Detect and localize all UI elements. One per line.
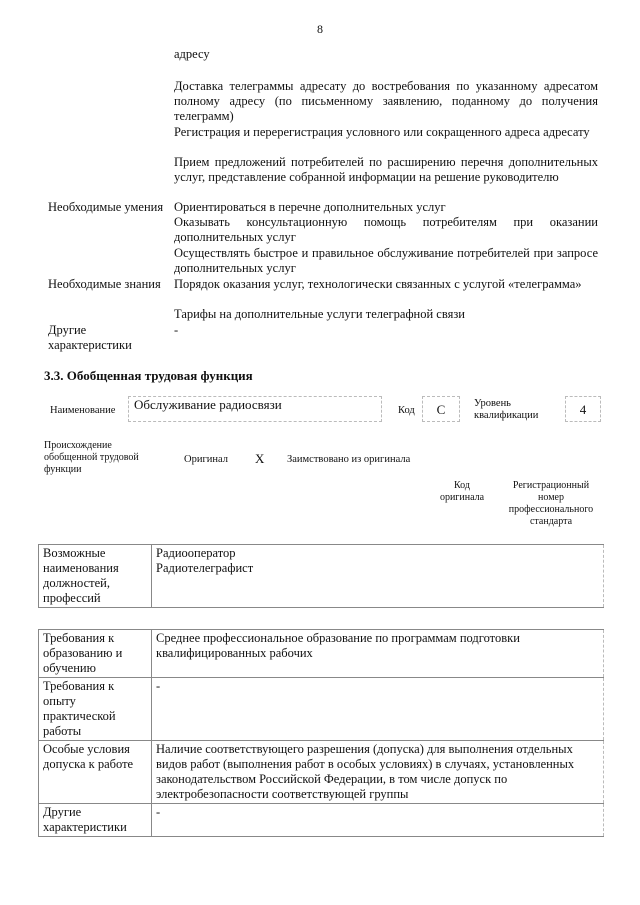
skill-item: Осуществлять быстрое и правильное обслуживание потребителей при запросе дополнительных услуг bbox=[174, 246, 598, 275]
skills-label: Необходимые умения bbox=[48, 200, 164, 214]
table-row bbox=[39, 678, 604, 741]
requirement-label: Особые условия допуска к работе bbox=[39, 741, 152, 804]
requirements-table bbox=[38, 629, 604, 837]
original-mark: Х bbox=[255, 451, 265, 466]
requirement-label: Требования к опыту практической работы bbox=[39, 678, 152, 741]
skill-item: Ориентироваться в перечне дополнительных услуг bbox=[174, 200, 446, 214]
borrowed-label: Заимствовано из оригинала bbox=[287, 454, 411, 465]
table-row bbox=[39, 545, 604, 608]
positions-label: Возможные наименования должностей, профессий bbox=[39, 545, 152, 608]
table-row bbox=[39, 741, 604, 804]
function-name-value: Обслуживание радиосвязи bbox=[134, 397, 282, 412]
requirement-value: - bbox=[152, 804, 604, 837]
knowledge-item: Порядок оказания услуг, технологически связанных с услугой «телеграмма» bbox=[174, 277, 582, 291]
origin-label: Происхождение обобщенной трудовой функции bbox=[44, 440, 139, 475]
knowledge-item: Тарифы на дополнительные услуги телеграфной связи bbox=[174, 307, 465, 321]
section-title: 3.3. Обобщенная трудовая функция bbox=[44, 368, 253, 383]
knowledge-label: Необходимые знания bbox=[48, 277, 161, 291]
action-item: Прием предложений потребителей по расширению перечня дополнительных услуг, представление собранной информации на решение руководителю bbox=[174, 155, 598, 184]
skill-item: Оказывать консультационную помощь потребителям при оказании дополнительных услуг bbox=[174, 215, 598, 244]
table-row bbox=[39, 630, 604, 678]
other-label: Другие характеристики bbox=[48, 323, 132, 352]
position-item: Радиооператор bbox=[156, 546, 236, 560]
requirement-value: Наличие соответствующего разрешения (допуска) для выполнения отдельных видов работ (выполнения работ в особых условиях) в случаях, установленных законодательством Российской Федерации, в том числе допуск по электробезопасности соответствующей группы bbox=[152, 741, 604, 804]
name-label: Наименование bbox=[50, 405, 116, 416]
code-original-label: Код оригинала bbox=[439, 480, 485, 503]
positions-table bbox=[38, 544, 604, 608]
other-value: - bbox=[174, 323, 179, 337]
positions-values bbox=[152, 545, 604, 608]
level-value: 4 bbox=[579, 402, 587, 417]
action-item: Доставка телеграммы адресату до востребования по указанному адресатом полному адресу (по письменному заявлению, поданному до получения телеграмм) bbox=[174, 79, 598, 123]
level-label: Уровень квалификации bbox=[474, 398, 539, 421]
requirement-label: Другие характеристики bbox=[39, 804, 152, 837]
position-item: Радиотелеграфист bbox=[156, 561, 254, 575]
level-field bbox=[565, 396, 601, 422]
code-value: С bbox=[436, 402, 446, 417]
function-name-field bbox=[128, 396, 382, 422]
code-label: Код bbox=[398, 405, 415, 416]
continuation-text: адресу bbox=[174, 47, 210, 61]
reg-number-label: Регистрационный номер профессионального стандарта bbox=[508, 480, 594, 527]
code-field bbox=[422, 396, 460, 422]
requirement-value: Среднее профессиональное образование по программам подготовки квалифицированных рабочих bbox=[152, 630, 604, 678]
requirement-value: - bbox=[152, 678, 604, 741]
page-number: 8 bbox=[317, 22, 323, 36]
table-row bbox=[39, 804, 604, 837]
requirement-label: Требования к образованию и обучению bbox=[39, 630, 152, 678]
action-item: Регистрация и перерегистрация условного или сокращенного адреса адресату bbox=[174, 125, 590, 139]
original-label: Оригинал bbox=[184, 454, 228, 465]
